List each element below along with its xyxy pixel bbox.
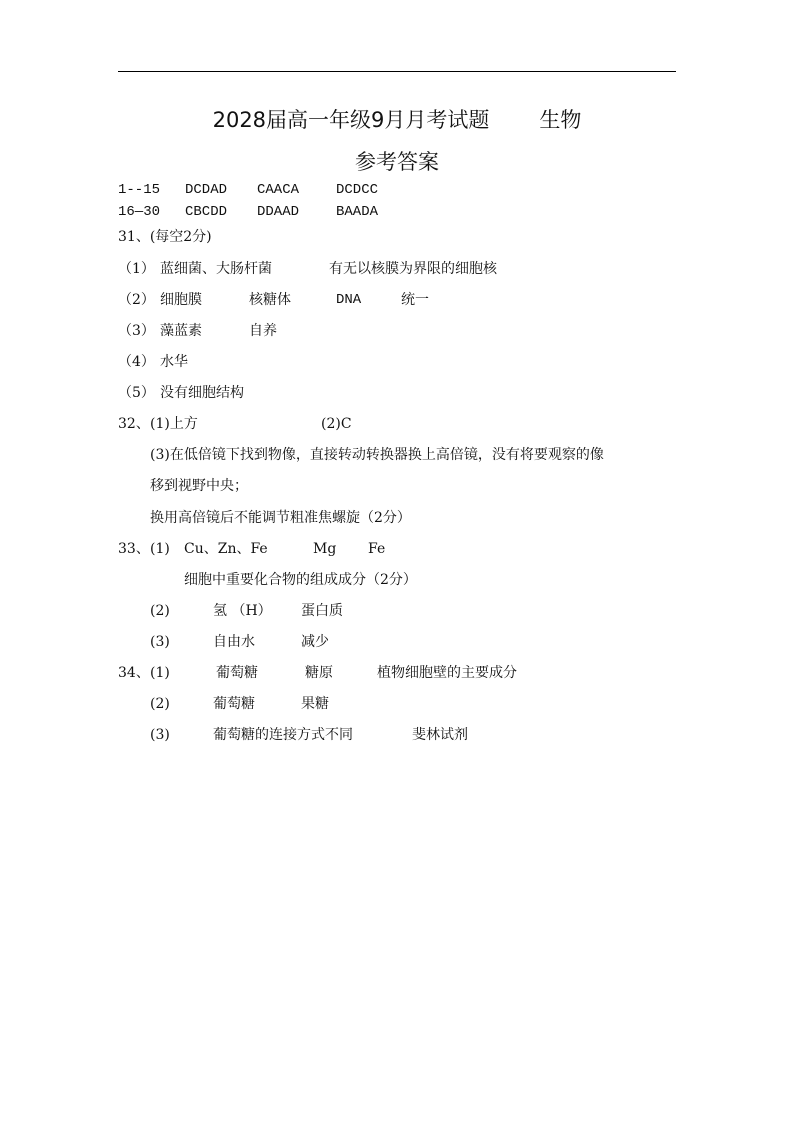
q31-p1-answer-a: 蓝细菌、大肠杆菌: [160, 261, 272, 277]
q33-p1-num: (1): [150, 541, 170, 557]
q33-p1-note: 细胞中重要化合物的组成成分（2分）: [184, 572, 417, 588]
q34-p1-num: (1): [150, 665, 170, 681]
q34-p2-answer-b: 果糖: [301, 696, 329, 712]
q33-p1-answer-c: Fe: [368, 541, 386, 557]
q32-p3-line1: (3)在低倍镜下找到物像，直接转动转换器换上高倍镜，没有将要观察的像: [150, 447, 604, 463]
page-title: [0, 104, 794, 134]
q31-p2-num: （2）: [118, 292, 155, 308]
choice-row2-group1: CBCDD: [185, 204, 228, 220]
q34-p2-num: (2): [150, 696, 170, 712]
q34-p2-answer-a: 葡萄糖: [213, 696, 255, 712]
q33-p2-answer-b: 蛋白质: [301, 603, 343, 619]
q33-p1-answer-b: Mg: [313, 541, 337, 557]
q31-p5-num: （5）: [118, 385, 155, 401]
q34-p1-answer-c: 植物细胞壁的主要成分: [377, 665, 517, 681]
q34-head: 34、: [118, 665, 150, 681]
q31-p2-answer-b: 核糖体: [249, 292, 291, 308]
q32-head: 32、: [118, 416, 150, 432]
q33-p3-num: (3): [150, 634, 170, 650]
q33-p2-answer-a: 氢 （H）: [213, 603, 272, 619]
q34-p3-num: (3): [150, 727, 170, 743]
q31-p3-answer-a: 藻蓝素: [160, 323, 202, 339]
q34-p3-answer-a: 葡萄糖的连接方式不同: [213, 727, 353, 743]
q32-p3-line3: 换用高倍镜后不能调节粗准焦螺旋（2分）: [150, 510, 411, 526]
q32-p2: (2)C: [321, 416, 352, 432]
choice-row1-group2: CAACA: [257, 182, 300, 198]
q31-p3-num: （3）: [118, 323, 155, 339]
q31-p4-answer-a: 水华: [160, 354, 188, 370]
q31-p2-answer-c: DNA: [336, 292, 362, 308]
choice-row1-range: 1--15: [118, 182, 161, 198]
q34-p3-answer-b: 斐林试剂: [412, 727, 468, 743]
page-subtitle: 参考答案: [355, 150, 439, 174]
q31-p4-num: （4）: [118, 354, 155, 370]
q34-p1-answer-a: 葡萄糖: [216, 665, 258, 681]
q31-p2-answer-a: 细胞膜: [160, 292, 202, 308]
q31-p2-answer-d: 统一: [401, 292, 429, 308]
title-subject: 生物: [539, 108, 582, 132]
q31-p1-num: （1）: [118, 261, 155, 277]
q34-p1-answer-b: 糖原: [305, 665, 333, 681]
q31-p1-answer-b: 有无以核膜为界限的细胞核: [329, 261, 497, 277]
header-rule: [118, 71, 676, 72]
q33-head: 33、: [118, 541, 150, 557]
choice-row2-range: 16—30: [118, 204, 161, 220]
q33-p1-answer-a: Cu、Zn、Fe: [184, 541, 268, 557]
q31-head: 31、(每空2分): [118, 229, 212, 245]
q33-p3-answer-b: 减少: [301, 634, 329, 650]
q32-p1: (1)上方: [150, 416, 198, 432]
q31-p5-answer-a: 没有细胞结构: [160, 385, 244, 401]
choice-row2-group2: DDAAD: [257, 204, 300, 220]
q33-p2-num: (2): [150, 603, 170, 619]
title-main: 2028届高一年级9月月考试题: [212, 108, 490, 132]
q31-p3-answer-b: 自养: [249, 323, 277, 339]
choice-row1-group1: DCDAD: [185, 182, 228, 198]
q32-p3-line2: 移到视野中央；: [150, 478, 248, 494]
q33-p3-answer-a: 自由水: [213, 634, 255, 650]
choice-row1-group3: DCDCC: [336, 182, 379, 198]
choice-row2-group3: BAADA: [336, 204, 379, 220]
